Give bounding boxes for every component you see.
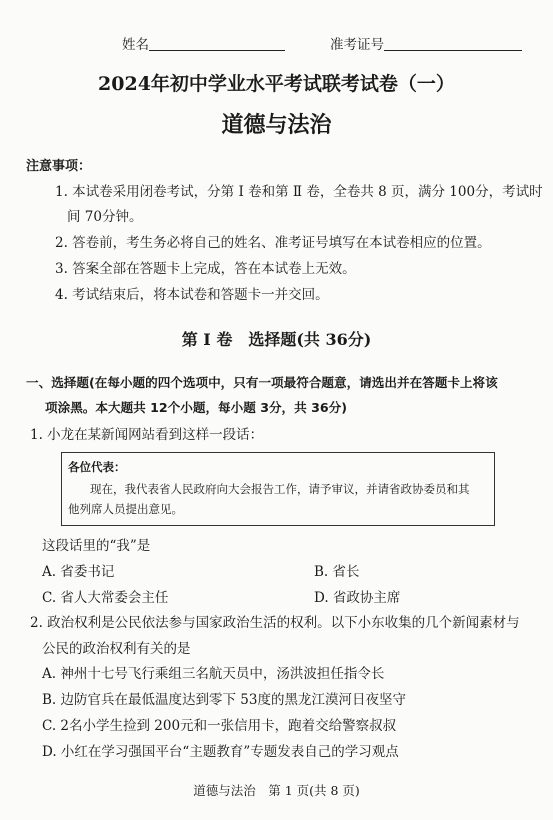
name-label: 姓名 xyxy=(122,37,149,53)
q2-option-a: A. 神州十七号飞行乘组三名航天员中，汤洪波担任指令长 xyxy=(42,666,385,682)
q1-box-heading: 各位代表： xyxy=(68,460,126,474)
q1-box-line1: 现在，我代表省人民政府向大会报告工作，请予审议，并请省政协委员和其 xyxy=(90,482,470,496)
q1-option-c: C. 省人大常委会主任 xyxy=(42,590,169,606)
q2-option-c: C. 2名小学生捡到 200元和一张信用卡，跑着交给警察叔叔 xyxy=(42,718,397,734)
notice-heading: 注意事项： xyxy=(26,159,92,174)
exam-number-field xyxy=(330,35,522,55)
page-footer: 道德与法治 第 1 页(共 8 页) xyxy=(193,783,360,798)
q1-option-b: B. 省长 xyxy=(314,564,360,580)
section-title: 第 Ⅰ 卷 选择题(共 36分) xyxy=(181,330,372,349)
q1-question: 这段话里的“我”是 xyxy=(42,538,151,554)
exam-number-label: 准考证号 xyxy=(330,37,384,53)
part-one-instruction-cont: 项涂黑。本大题共 12个小题，每小题 3分，共 36分) xyxy=(45,400,348,415)
subject-title: 道德与法治 xyxy=(221,112,332,138)
exam-number-blank xyxy=(384,36,522,51)
q1-option-d: D. 省政协主席 xyxy=(314,590,401,606)
notice-item-3: 3. 答案全部在答题卡上完成，答在本试卷上无效。 xyxy=(55,261,356,277)
part-one-instruction: 一、选择题(在每小题的四个选项中，只有一项最符合题意，请选出并在答题卡上将该 xyxy=(26,375,498,390)
notice-item-4: 4. 考试结束后，将本试卷和答题卡一并交回。 xyxy=(55,287,329,303)
q2-stem: 2. 政治权利是公民依法参与国家政治生活的权利。以下小东收集的几个新闻素材与 xyxy=(30,615,520,631)
q1-option-a: A. 省委书记 xyxy=(42,564,115,580)
q2-option-d: D. 小红在学习强国平台“主题教育”专题发表自己的学习观点 xyxy=(42,744,399,760)
name-field xyxy=(122,35,285,55)
notice-item-2: 2. 答卷前，考生务必将自己的姓名、准考证号填写在本试卷相应的位置。 xyxy=(55,235,491,251)
q2-stem-cont: 公民的政治权利有关的是 xyxy=(42,641,191,657)
q1-box-line2: 他列席人员提出意见。 xyxy=(68,502,183,516)
exam-title: 2024年初中学业水平考试联考试卷（一） xyxy=(98,73,455,95)
q2-option-b: B. 边防官兵在最低温度达到零下 53度的黑龙江漠河日夜坚守 xyxy=(42,692,406,708)
notice-item-1: 1. 本试卷采用闭卷考试，分第 Ⅰ 卷和第 Ⅱ 卷，全卷共 8 页，满分 100分，考试时 xyxy=(55,184,543,200)
q1-stem: 1. 小龙在某新闻网站看到这样一段话： xyxy=(30,427,264,443)
name-blank xyxy=(149,36,285,51)
notice-item-1-cont: 间 70分钟。 xyxy=(67,209,143,225)
